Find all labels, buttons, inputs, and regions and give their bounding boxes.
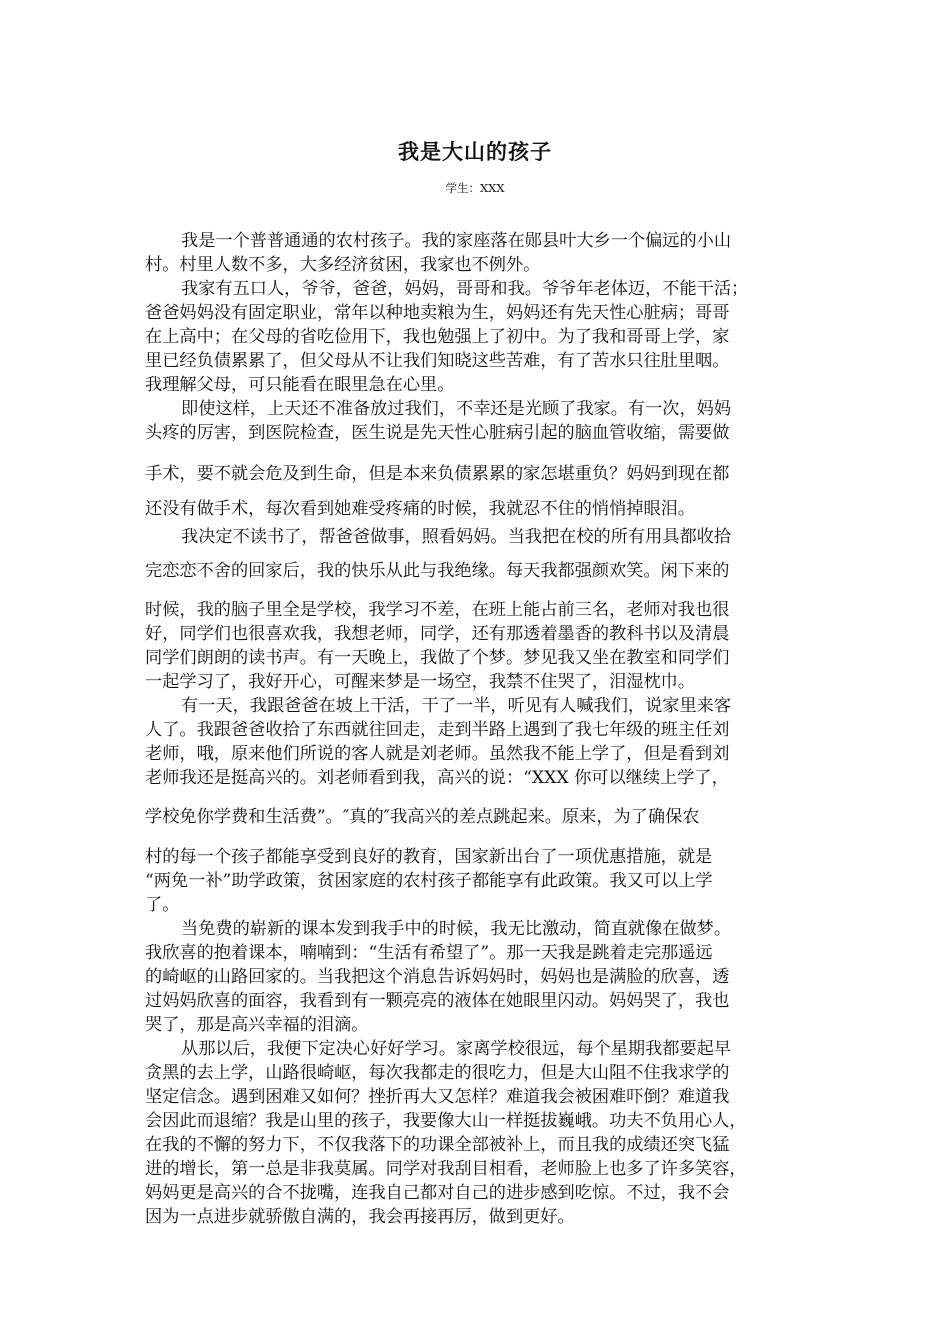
paragraph-line: 时候，我的脑子里全是学校，我学习不差，在班上能占前三名，老师对我也很 bbox=[145, 600, 730, 620]
paragraph-line: 我理解父母，可只能看在眼里急在心里。 bbox=[145, 375, 455, 395]
paragraph-line: 我欣喜的抱着课本，喃喃到：“生活有希望了”。那一天我是跳着走完那遥远 bbox=[145, 943, 713, 963]
paragraph-line: 在我的不懈的努力下，不仅我落下的功课全部被补上，而且我的成绩还突飞猛 bbox=[145, 1135, 730, 1155]
paragraph-line: 学校免你学费和生活费”。″真的″我高兴的差点跳起来。原来，为了确保农 bbox=[145, 807, 700, 827]
paragraph-line: 进的增长，第一总是非我莫属。同学对我刮目相看，老师脸上也多了许多笑容， bbox=[145, 1159, 747, 1179]
paragraph-line: 完恋恋不舍的回家后，我的快乐从此与我绝缘。每天我都强颜欢笑。闲下来的 bbox=[145, 561, 730, 581]
paragraph-line: 了。 bbox=[145, 895, 180, 915]
paragraph-line: 老师我还是挺高兴的。刘老师看到我，高兴的说：“XXX 你可以继续上学了， bbox=[145, 768, 729, 788]
paragraph-line: 头疼的厉害，到医院检查，医生说是先天性心脏病引起的脑血管收缩，需要做 bbox=[145, 423, 730, 443]
paragraph-line: 一起学习了，我好开心，可醒来梦是一场空，我禁不住哭了，泪湿枕巾。 bbox=[145, 672, 696, 692]
paragraph-line: 妈妈更是高兴的合不拢嘴，连我自己都对自己的进步感到吃惊。不过，我不会 bbox=[145, 1183, 730, 1203]
paragraph-line: 爸爸妈妈没有固定职业，常年以种地卖粮为生，妈妈还有先天性心脏病；哥哥 bbox=[145, 303, 730, 323]
paragraph-line: 我家有五口人，爷爷，爸爸，妈妈，哥哥和我。爷爷年老体迈，不能干活； bbox=[181, 279, 749, 299]
paragraph-line: 村。村里人数不多，大多经济贫困，我家也不例外。 bbox=[145, 255, 541, 275]
paragraph-line: 贪黑的去上学，山路很崎岖，每次我都走的很吃力，但是大山阻不住我求学的 bbox=[145, 1063, 730, 1083]
paragraph-line: 即使这样，上天还不准备放过我们，不幸还是光顾了我家。有一次，妈妈 bbox=[181, 399, 732, 419]
paragraph-line: “两免一补”助学政策，贫困家庭的农村孩子都能享有此政策。我又可以上学 bbox=[145, 871, 713, 891]
author-line: 学生：XXX bbox=[445, 181, 505, 195]
paragraph-line: 坚定信念。遇到困难又如何？挫折再大又怎样？难道我会被困难吓倒？难道我 bbox=[145, 1087, 730, 1107]
paragraph-line: 里已经负债累累了，但父母从不让我们知晓这些苦难，有了苦水只往肚里咽。 bbox=[145, 351, 730, 371]
paragraph-line: 老师，哦，原来他们所说的客人就是刘老师。虽然我不能上学了，但是看到刘 bbox=[145, 744, 730, 764]
paragraph-line: 从那以后，我便下定决心好好学习。家离学校很远，每个星期我都要起早 bbox=[181, 1039, 732, 1059]
paragraph-line: 在上高中；在父母的省吃俭用下，我也勉强上了初中。为了我和哥哥上学，家 bbox=[145, 327, 730, 347]
paragraph-line: 村的每一个孩子都能享受到良好的教育，国家新出台了一项优惠措施，就是 bbox=[145, 847, 713, 867]
paragraph-line: 因为一点进步就骄傲自满的，我会再接再厉，做到更好。 bbox=[145, 1207, 575, 1227]
paragraph-line: 哭了，那是高兴幸福的泪滴。 bbox=[145, 1015, 369, 1035]
paragraph-line: 我决定不读书了，帮爸爸做事，照看妈妈。当我把在校的所有用具都收拾 bbox=[181, 527, 732, 547]
paragraph-line: 过妈妈欣喜的面容，我看到有一颗亮亮的液体在她眼里闪动。妈妈哭了，我也 bbox=[145, 991, 730, 1011]
paragraph-line: 当免费的崭新的课本发到我手中的时候，我无比激动，简直就像在做梦。 bbox=[181, 919, 732, 939]
paragraph-line: 还没有做手术，每次看到她难受疼痛的时候，我就忍不住的悄悄掉眼泪。 bbox=[145, 499, 696, 519]
paragraph-line: 人了。我跟爸爸收拾了东西就往回走，走到半路上遇到了我七年级的班主任刘 bbox=[145, 720, 730, 740]
paragraph-line: 有一天，我跟爸爸在坡上干活，干了一半，听见有人喊我们，说家里来客 bbox=[181, 696, 732, 716]
paragraph-line: 同学们朗朗的读书声。有一天晚上，我做了个梦。梦见我又坐在教室和同学们 bbox=[145, 648, 730, 668]
paragraph-line: 好，同学们也很喜欢我，我想老师，同学，还有那透着墨香的教科书以及清晨 bbox=[145, 624, 730, 644]
paragraph-line: 的崎岖的山路回家的。当我把这个消息告诉妈妈时，妈妈也是满脸的欣喜，透 bbox=[145, 967, 730, 987]
paragraph-line: 手术，要不就会危及到生命，但是本来负债累累的家怎堪重负？妈妈到现在都 bbox=[145, 464, 730, 484]
paragraph-line: 会因此而退缩？我是山里的孩子，我要像大山一样挺拔巍峨。功夫不负用心人， bbox=[145, 1111, 747, 1131]
page-title: 我是大山的孩子 bbox=[398, 139, 552, 164]
paragraph-line: 我是一个普普通通的农村孩子。我的家座落在郧县叶大乡一个偏远的小山 bbox=[181, 231, 732, 251]
